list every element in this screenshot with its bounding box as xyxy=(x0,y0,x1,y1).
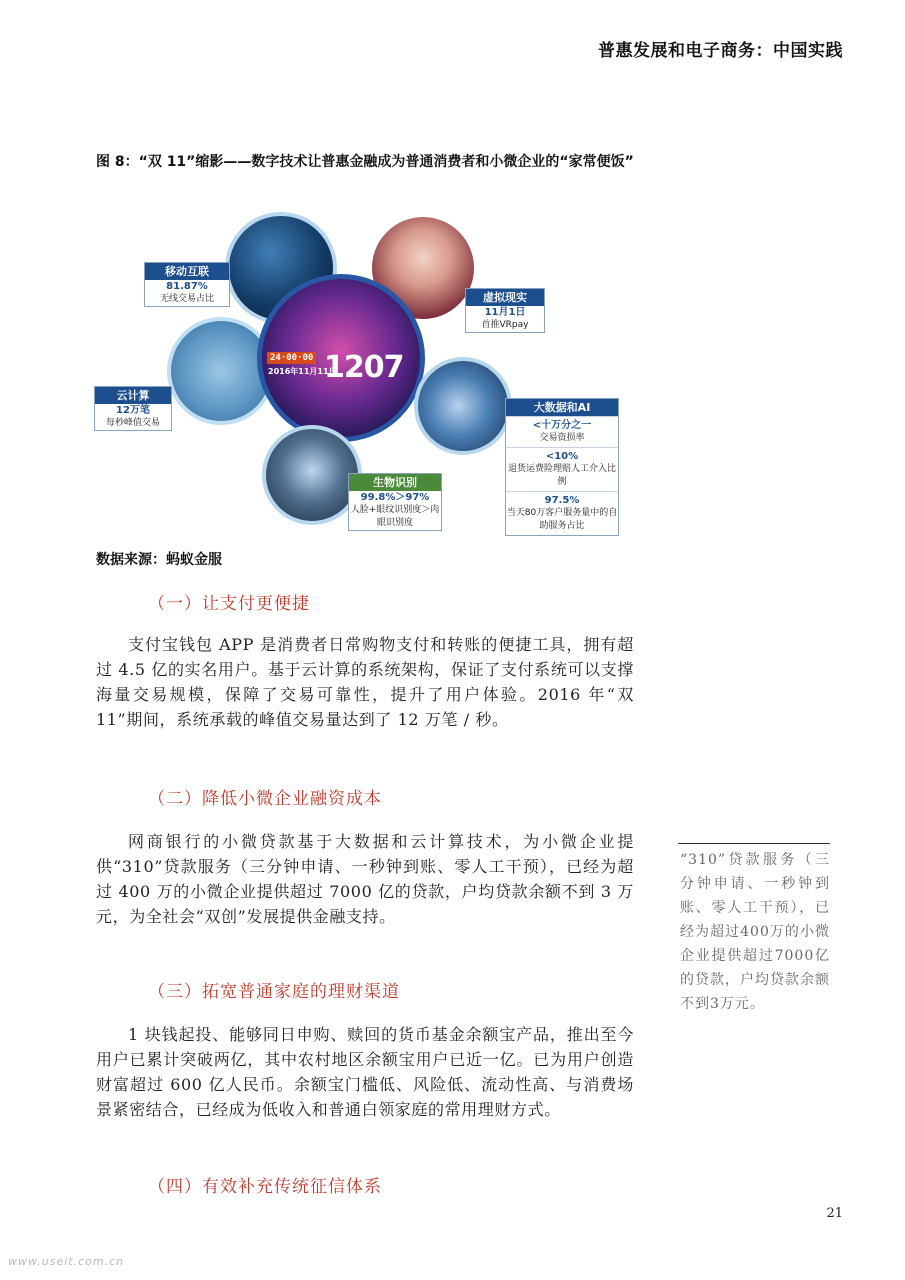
label-stat: 12万笔 xyxy=(116,405,150,416)
bigdata-row xyxy=(506,447,618,491)
label-stat: 81.87% xyxy=(166,281,208,292)
label-mobile xyxy=(144,262,230,307)
section-body-1: 支付宝钱包 APP 是消费者日常购物支付和转账的便捷工具，拥有超过 4.5 亿的实名用户。基于云计算的系统架构，保证了支付系统可以支撑海量交易规模，保障了交易可靠性，提升了用户体验。2016 年“双 11”期间，系统承载的峰值交易量达到了 12 万笔 / 秒。 xyxy=(96,635,634,729)
section-heading-2: （二）降低小微企业融资成本 xyxy=(148,789,382,809)
screen-big-number: 1207 xyxy=(324,350,404,385)
biometric-image xyxy=(262,425,362,525)
label-stat: <十万分之一 xyxy=(532,420,592,431)
label-desc: 首推VRpay xyxy=(481,320,529,330)
sidenote-rule xyxy=(678,843,830,844)
label-title: 生物识别 xyxy=(349,474,441,491)
figure-caption: 图 8：“双 11”缩影——数字技术让普惠金融成为普通消费者和小微企业的“家常便饭” xyxy=(96,154,634,170)
label-title: 移动互联 xyxy=(145,263,229,280)
watermark: www.useit.com.cn xyxy=(8,1255,125,1268)
running-header: 普惠发展和电子商务：中国实践 xyxy=(598,41,843,61)
label-title: 虚拟现实 xyxy=(466,289,544,306)
figure-source: 数据来源：蚂蚁金服 xyxy=(96,552,222,568)
screen-countdown: 24·00·00 xyxy=(267,352,316,364)
page-number: 21 xyxy=(826,1206,843,1221)
label-bigdata xyxy=(505,398,619,536)
big-data-image xyxy=(414,357,512,455)
label-stat: 11月1日 xyxy=(484,307,526,318)
label-stat: 99.8%＞97% xyxy=(360,492,430,503)
label-desc: 无线交易占比 xyxy=(159,294,214,304)
label-stat: 97.5% xyxy=(544,495,580,506)
label-bio xyxy=(348,473,442,531)
sidenote: “310”贷款服务（三分钟申请、一秒钟到账、零人工干预），已经为超过400万的小微企业提供超过7000亿的贷款，户均贷款余额不到3万元。 xyxy=(680,852,830,1012)
section-heading-4: （四）有效补充传统征信体系 xyxy=(148,1177,382,1197)
screen-date: 2016年11月11日 xyxy=(268,367,337,376)
bigdata-row xyxy=(506,416,618,447)
bigdata-row xyxy=(506,491,618,535)
section-heading-1: （一）让支付更便捷 xyxy=(148,594,310,614)
label-cloud xyxy=(94,386,172,431)
label-stat: <10% xyxy=(545,451,579,462)
infographic xyxy=(92,212,622,544)
label-title: 云计算 xyxy=(95,387,171,404)
section-body-3: 1 块钱起投、能够同日申购、赎回的货币基金余额宝产品，推出至今用户已累计突破两亿，其中农村地区余额宝用户已近一亿。已为用户创造财富超过 600 亿人民币。余额宝门槛低、风险低、流动性高、与消费场景紧密结合，已经成为低收入和普通白领家庭的常用理财方式。 xyxy=(96,1025,634,1119)
label-desc: 交易资损率 xyxy=(539,433,585,443)
label-desc: 每秒峰值交易 xyxy=(105,418,160,428)
label-title: 大数据和AI xyxy=(506,399,618,416)
label-desc: 人脸+眼纹识别度＞肉眼识别度 xyxy=(350,505,440,528)
label-desc: 退货运费险理赔人工介入比例 xyxy=(507,464,616,487)
label-desc: 当天80万客户服务量中的自助服务占比 xyxy=(506,508,618,531)
section-body-2: 网商银行的小微贷款基于大数据和云计算技术，为小微企业提供“310”贷款服务（三分钟申请、一秒钟到账、零人工干预），已经为超过 400 万的小微企业提供超过 7000 亿的贷款，户均贷款余额不到 3 万元，为全社会“双创”发展提供金融支持。 xyxy=(96,832,634,926)
label-vr xyxy=(465,288,545,333)
section-heading-3: （三）拓宽普通家庭的理财渠道 xyxy=(148,982,400,1002)
